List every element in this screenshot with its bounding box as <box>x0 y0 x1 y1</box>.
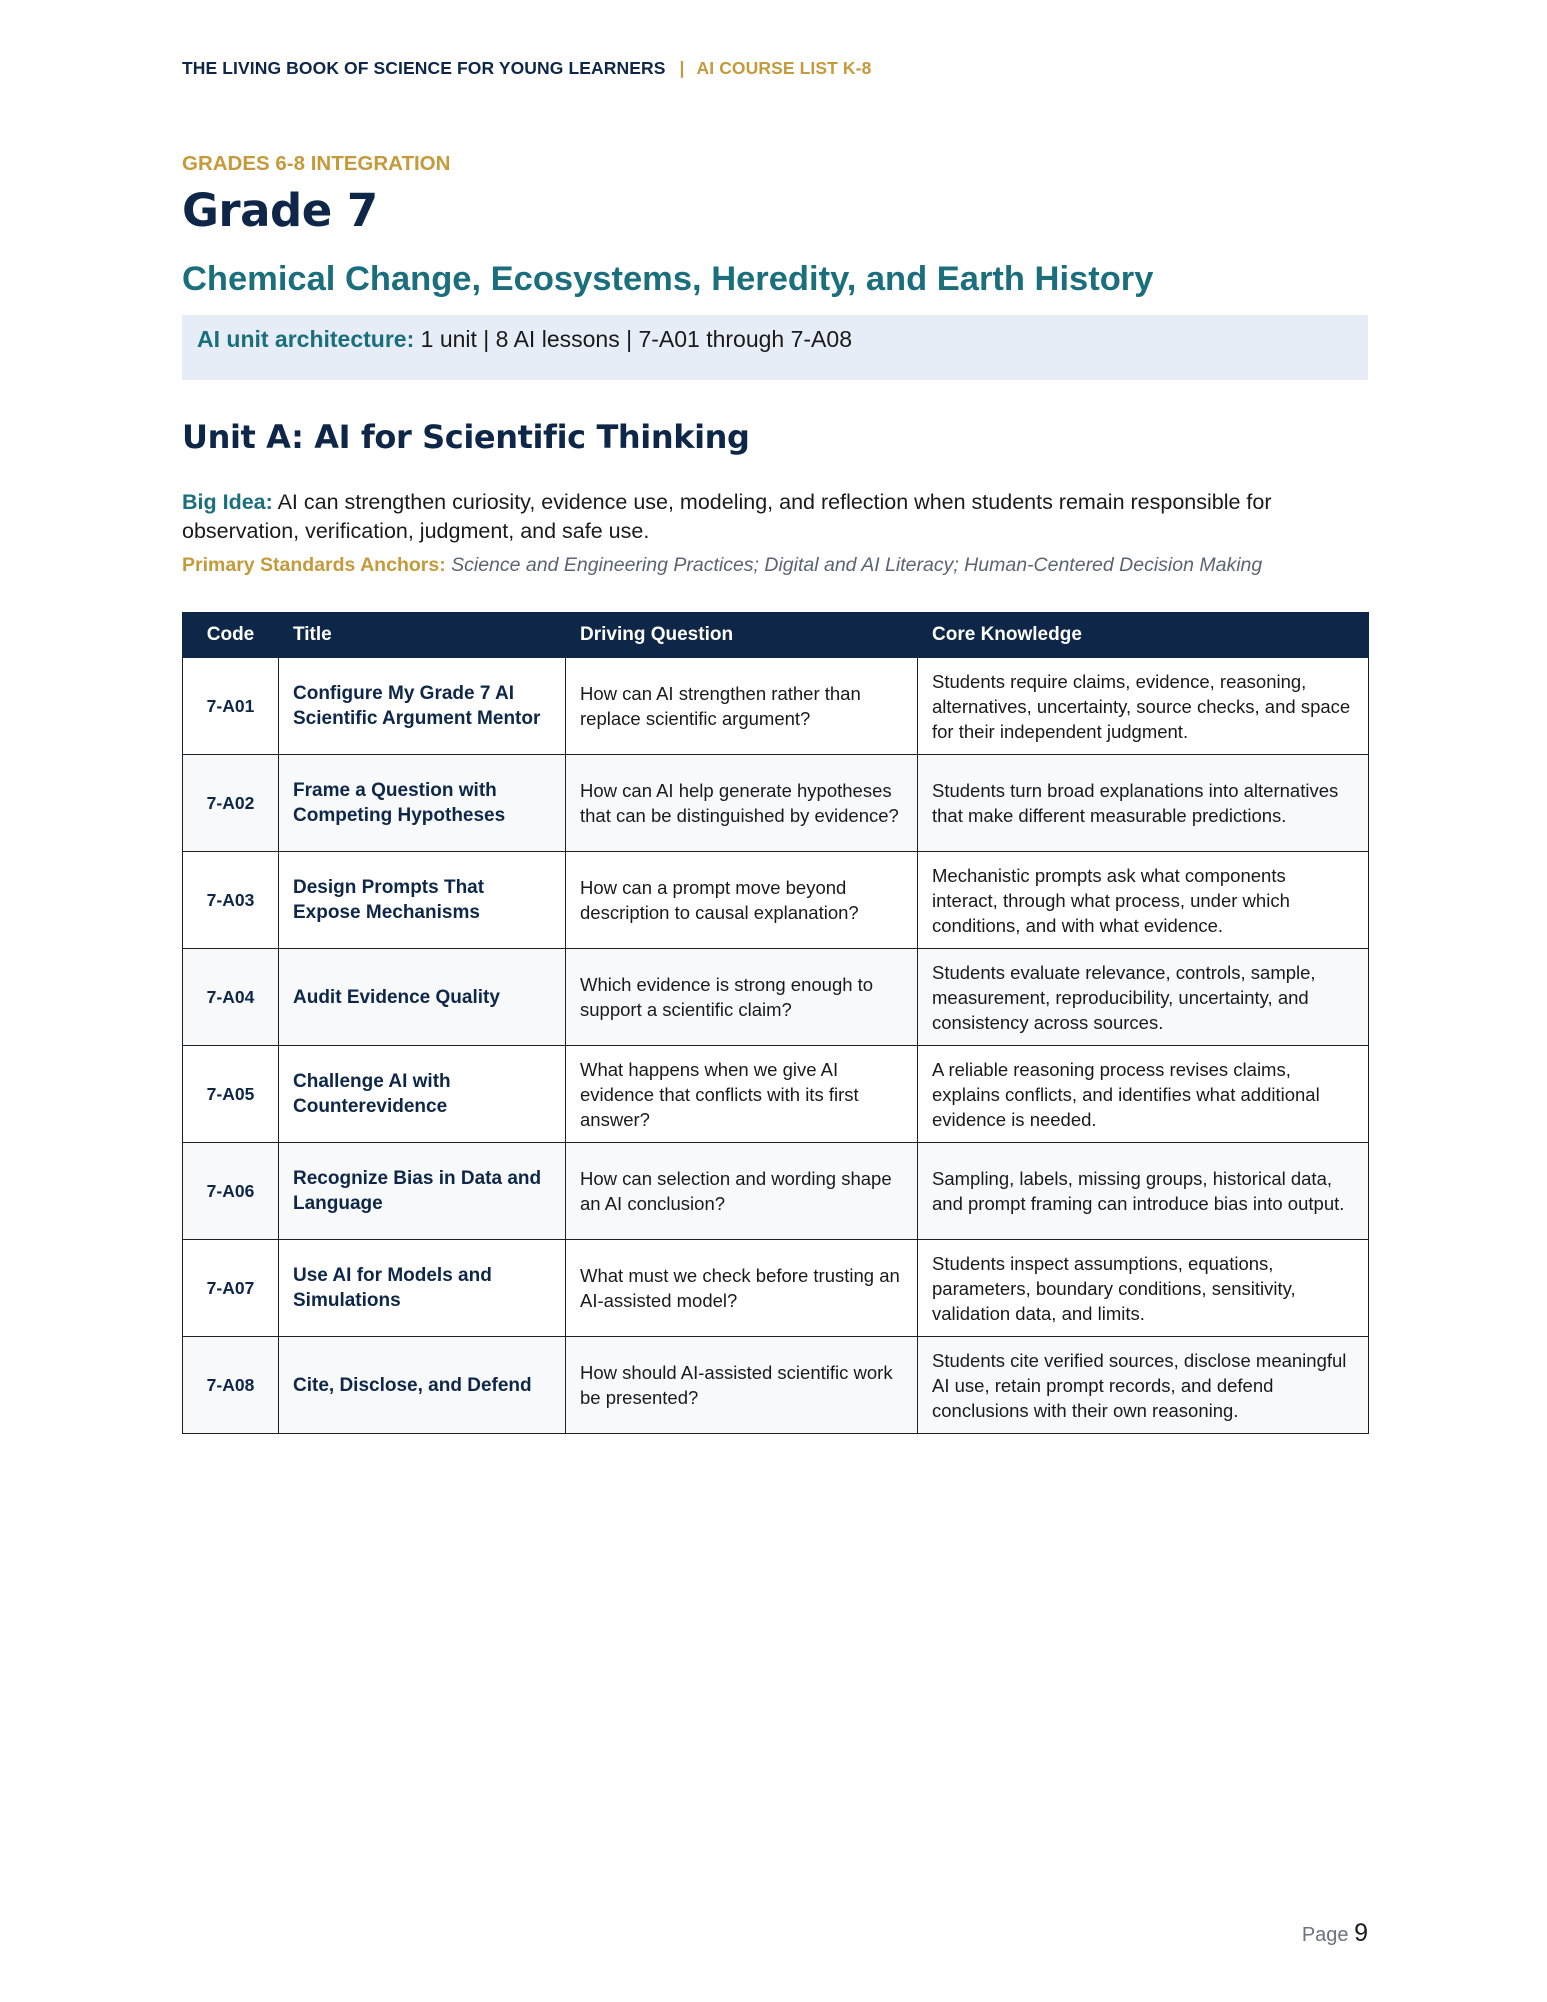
lesson-core-knowledge: Students turn broad explanations into alternatives that make different measurable predictions. <box>918 755 1369 852</box>
anchors-label: Primary Standards Anchors: <box>182 554 446 576</box>
table-row <box>183 1240 1369 1337</box>
lesson-title: Audit Evidence Quality <box>279 949 566 1046</box>
lesson-title: Design Prompts That Expose Mechanisms <box>279 852 566 949</box>
lesson-core-knowledge: Mechanistic prompts ask what components interact, through what process, under which conditions, and with what evidence. <box>918 852 1369 949</box>
lesson-title: Configure My Grade 7 AI Scientific Argument Mentor <box>279 658 566 755</box>
lesson-code: 7-A08 <box>183 1337 279 1434</box>
lesson-code: 7-A01 <box>183 658 279 755</box>
lesson-driving-question: Which evidence is strong enough to support a scientific claim? <box>566 949 918 1046</box>
lesson-code: 7-A04 <box>183 949 279 1046</box>
lesson-code: 7-A07 <box>183 1240 279 1337</box>
lesson-title: Use AI for Models and Simulations <box>279 1240 566 1337</box>
header-subtitle: AI COURSE LIST K-8 <box>696 58 872 78</box>
page-number: 9 <box>1354 1919 1368 1947</box>
column-header-core-knowledge: Core Knowledge <box>918 613 1369 658</box>
table-row <box>183 1143 1369 1240</box>
lesson-code: 7-A06 <box>183 1143 279 1240</box>
architecture-callout <box>182 315 1368 380</box>
big-idea-text: AI can strengthen curiosity, evidence use, modeling, and reflection when students remain responsible for observation, verification, judgment, and safe use. <box>182 490 1272 543</box>
lesson-core-knowledge: A reliable reasoning process revises claims, explains conflicts, and identifies what additional evidence is needed. <box>918 1046 1369 1143</box>
anchors-text: Science and Engineering Practices; Digital and AI Literacy; Human-Centered Decision Making <box>445 554 1263 576</box>
standards-anchors <box>182 553 1368 577</box>
lesson-code: 7-A05 <box>183 1046 279 1143</box>
lesson-driving-question: How should AI-assisted scientific work be presented? <box>566 1337 918 1434</box>
architecture-label: AI unit architecture: <box>197 326 415 352</box>
lesson-driving-question: How can selection and wording shape an AI conclusion? <box>566 1143 918 1240</box>
lesson-driving-question: What happens when we give AI evidence that conflicts with its first answer? <box>566 1046 918 1143</box>
column-header-code: Code <box>183 613 279 658</box>
table-row <box>183 1337 1369 1434</box>
lesson-driving-question: How can AI strengthen rather than replace scientific argument? <box>566 658 918 755</box>
big-idea <box>182 488 1368 546</box>
header-title: THE LIVING BOOK OF SCIENCE FOR YOUNG LEARNERS <box>182 58 666 78</box>
lesson-title: Frame a Question with Competing Hypotheses <box>279 755 566 852</box>
lesson-driving-question: How can AI help generate hypotheses that can be distinguished by evidence? <box>566 755 918 852</box>
header-separator: | <box>679 58 685 78</box>
lesson-code: 7-A02 <box>183 755 279 852</box>
lesson-core-knowledge: Students inspect assumptions, equations, parameters, boundary conditions, sensitivity, validation data, and limits. <box>918 1240 1369 1337</box>
lesson-title: Recognize Bias in Data and Language <box>279 1143 566 1240</box>
page-label: Page <box>1301 1924 1349 1946</box>
table-row <box>183 852 1369 949</box>
unit-title: Unit A: AI for Scientific Thinking <box>182 418 750 456</box>
lesson-code: 7-A03 <box>183 852 279 949</box>
table-row <box>183 1046 1369 1143</box>
lesson-core-knowledge: Students cite verified sources, disclose meaningful AI use, retain prompt records, and defend conclusions with their own reasoning. <box>918 1337 1369 1434</box>
table-header-row <box>183 613 1369 658</box>
lesson-title: Cite, Disclose, and Defend <box>279 1337 566 1434</box>
lessons-table <box>182 612 1369 1434</box>
table-row <box>183 658 1369 755</box>
page-title: Grade 7 <box>182 184 378 237</box>
table-row <box>183 949 1369 1046</box>
page-subtitle: Chemical Change, Ecosystems, Heredity, and Earth History <box>182 260 1154 298</box>
page-footer <box>1302 1919 1368 1948</box>
lesson-driving-question: What must we check before trusting an AI-assisted model? <box>566 1240 918 1337</box>
lesson-driving-question: How can a prompt move beyond description to causal explanation? <box>566 852 918 949</box>
table-row <box>183 755 1369 852</box>
column-header-title: Title <box>279 613 566 658</box>
lesson-core-knowledge: Sampling, labels, missing groups, historical data, and prompt framing can introduce bias into output. <box>918 1143 1369 1240</box>
column-header-driving-question: Driving Question <box>566 613 918 658</box>
running-header <box>182 58 871 79</box>
architecture-text: 1 unit | 8 AI lessons | 7-A01 through 7-A08 <box>414 326 852 352</box>
lesson-title: Challenge AI with Counterevidence <box>279 1046 566 1143</box>
lesson-core-knowledge: Students evaluate relevance, controls, sample, measurement, reproducibility, uncertainty, and consistency across sources. <box>918 949 1369 1046</box>
big-idea-label: Big Idea: <box>182 490 273 514</box>
lesson-core-knowledge: Students require claims, evidence, reasoning, alternatives, uncertainty, source checks, and space for their independent judgment. <box>918 658 1369 755</box>
section-kicker: GRADES 6-8 INTEGRATION <box>182 152 451 175</box>
